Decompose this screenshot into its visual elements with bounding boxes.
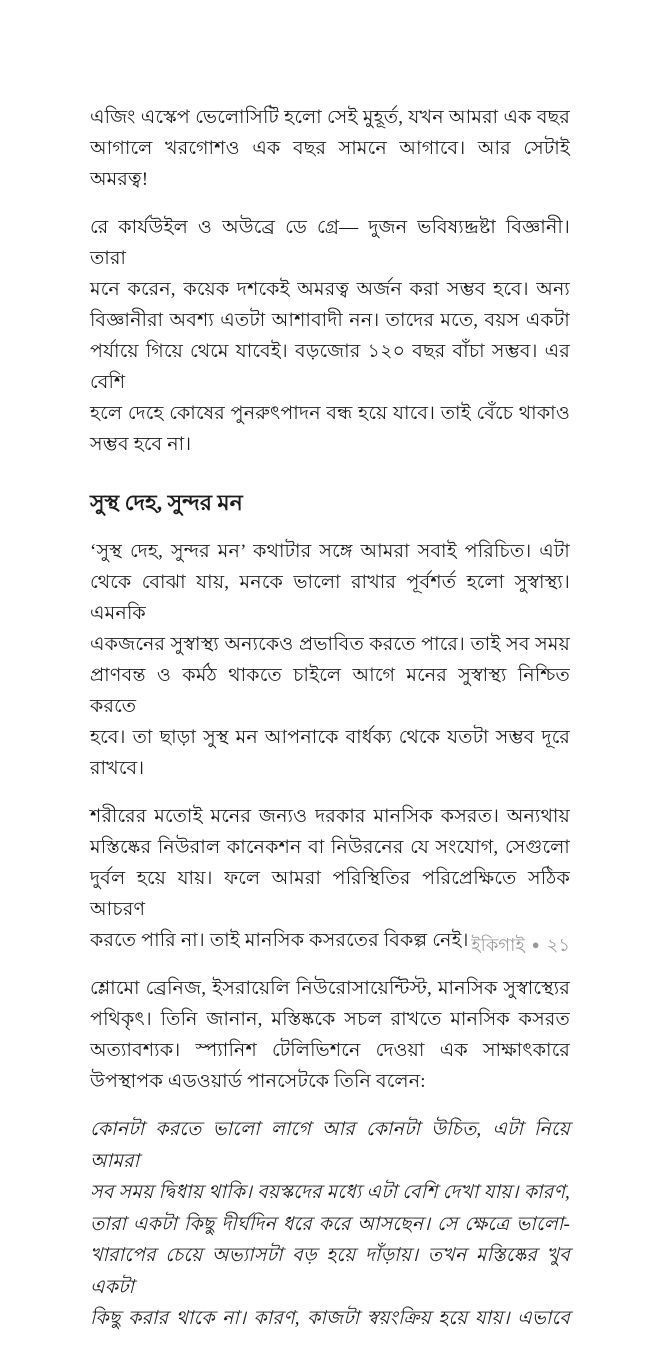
text-line: এজিং এস্কেপ ভেলোসিটি হলো সেই মুহূর্ত, যখন আমরা এক বছর bbox=[90, 107, 570, 128]
text-line: প্রাণবন্ত ও কর্মঠ থাকতে চাইলে আগে মনের সুস্বাস্থ্য নিশ্চিত করতে bbox=[90, 665, 570, 717]
text-line: একজনের সুস্বাস্থ্য অন্যকেও প্রভাবিত করতে পারে। তাই সব সময় bbox=[90, 634, 570, 655]
text-line: কোনটা করতে ভালো লাগে আর কোনটা উচিত, এটা নিয়ে আমরা bbox=[90, 1119, 570, 1172]
text-line: মস্তিষ্কের নিউরাল কানেকশন বা নিউরনের যে সংযোগ, সেগুলো bbox=[90, 837, 570, 858]
paragraph bbox=[90, 973, 570, 1097]
text-line: বিজ্ঞানীরা অবশ্য এতটা আশাবাদী নন। তাদের মতে, বয়স একটা bbox=[90, 310, 570, 331]
text-line: মনে করেন, কয়েক দশকেই অমরত্ব অর্জন করা সম্ভব হবে। অন্য bbox=[90, 279, 570, 300]
text-line: পর্যায়ে গিয়ে থেমে যাবেই। বড়জোর ১২০ বছর বাঁচা সম্ভব। এর বেশি bbox=[90, 341, 570, 393]
paragraph bbox=[90, 536, 570, 784]
paragraph bbox=[90, 212, 570, 460]
text-line: করতে পারি না। তাই মানসিক কসরতের বিকল্প নেই। bbox=[90, 930, 469, 951]
text-line: সব সময় দ্বিধায় থাকি। বয়স্কদের মধ্যে এটা বেশি দেখা যায়। কারণ, bbox=[90, 1182, 570, 1203]
paragraph bbox=[90, 102, 570, 195]
text-line: শ্লোমো ব্রেনিজ, ইসরায়েলি নিউরোসায়েন্টিস্ট, মানসিক সুস্বাস্থ্যের bbox=[90, 978, 570, 999]
text-line: শরীরের মতোই মনের জন্যও দরকার মানসিক কসরত। অন্যথায় bbox=[90, 806, 570, 827]
page-body bbox=[90, 102, 570, 1352]
text-line: হলে দেহে কোষের পুনরুৎপাদন বন্ধ হয়ে যাবে। তাই বেঁচে থাকাও bbox=[90, 403, 570, 424]
text-line: আগালে খরগোশও এক বছর সামনে আগাবে। আর সেটাই অমরত্ব! bbox=[90, 138, 570, 190]
section-heading: সুস্থ দেহ, সুন্দর মন bbox=[90, 490, 243, 515]
text-line: সম্ভব হবে না। bbox=[90, 434, 192, 455]
text-line: তারা একটা কিছু দীর্ঘদিন ধরে করে আসছেন। সে ক্ষেত্রে ভালো- bbox=[90, 1213, 570, 1235]
footer-book-title: ইকিগাই bbox=[471, 935, 525, 955]
text-line: অত্যাবশ্যক। স্প্যানিশ টেলিভিশনে দেওয়া এক সাক্ষাৎকারে bbox=[90, 1040, 570, 1061]
text-line: উপস্থাপক এডওয়ার্ড পানসেটকে তিনি বলেন: bbox=[90, 1071, 426, 1092]
text-line: হবে। তা ছাড়া সুস্থ মন আপনাকে বার্ধক্য থেকে যতটা সম্ভব দূরে bbox=[90, 727, 570, 748]
text-line: দুর্বল হয়ে যায়। ফলে আমরা পরিস্থিতির পরিপ্রেক্ষিতে সঠিক আচরণ bbox=[90, 868, 570, 920]
text-line: থেকে বোঝা যায়, মনকে ভালো রাখার পূর্বশর্ত হলো সুস্বাস্থ্য। এমনকি bbox=[90, 572, 570, 624]
text-line: রাখবে। bbox=[90, 758, 145, 779]
page-footer bbox=[90, 932, 570, 958]
text-line: ‘সুস্থ দেহ, সুন্দর মন’ কথাটার সঙ্গে আমরা সবাই পরিচিত। এটা bbox=[90, 541, 570, 562]
text-line: রে কার্যউইল ও অউব্রে ডে গ্রে— দুজন ভবিষ্যদ্দ্রষ্টা বিজ্ঞানী। তারা bbox=[90, 217, 570, 269]
text-line: পথিকৃৎ। তিনি জানান, মস্তিষ্ককে সচল রাখতে মানসিক কসরত bbox=[90, 1009, 570, 1030]
quote-paragraph bbox=[90, 1114, 570, 1335]
footer-page-number: ২১ bbox=[546, 935, 570, 955]
text-line: কিছু করার থাকে না। কারণ, কাজটা স্বয়ংক্রিয় হয়ে যায়। এভাবে bbox=[90, 1308, 570, 1329]
footer-dot-separator: ● bbox=[531, 937, 540, 952]
text-line: খারাপের চেয়ে অভ্যাসটা বড় হয়ে দাঁড়ায়। তখন মস্তিষ্কের খুব একটা bbox=[90, 1245, 570, 1298]
